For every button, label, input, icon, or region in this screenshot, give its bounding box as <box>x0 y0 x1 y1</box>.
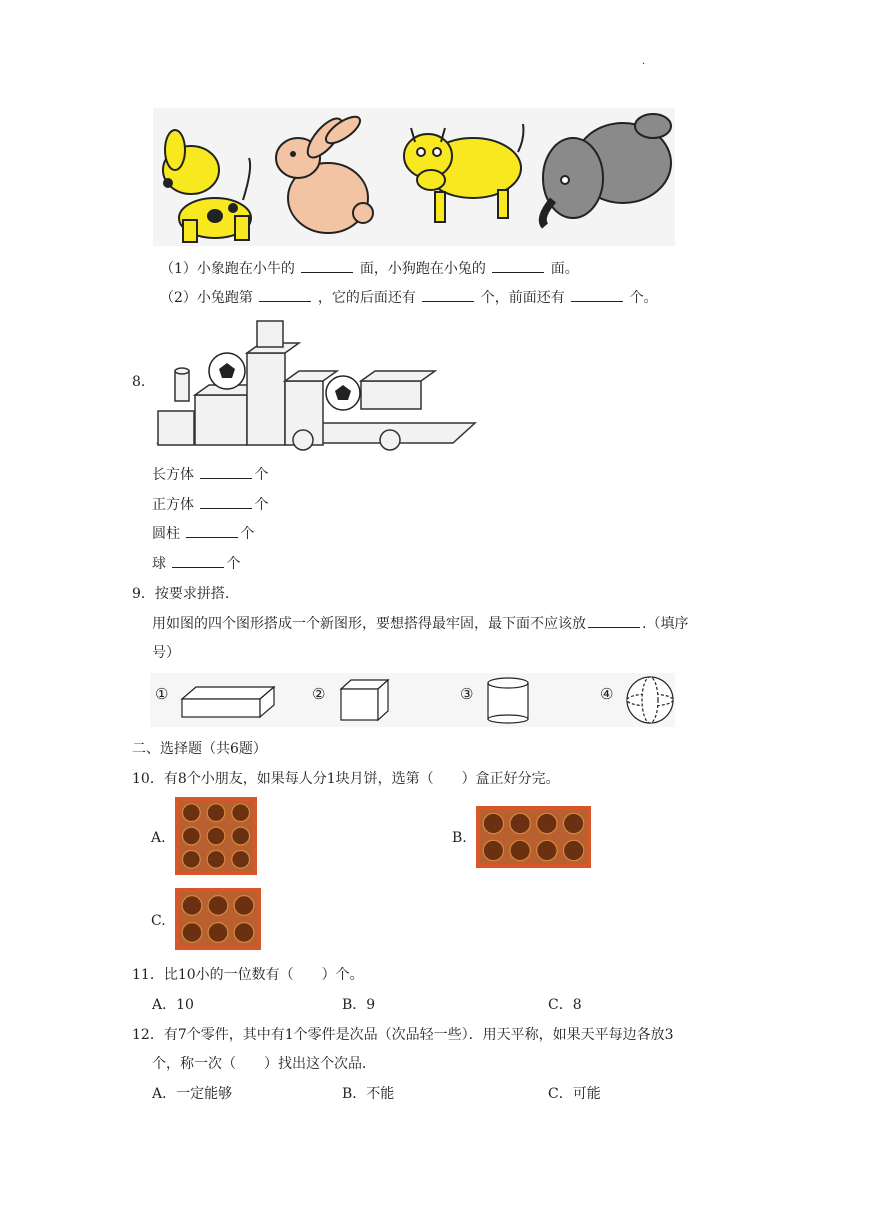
q7-line1-part-c: 面。 <box>550 261 579 277</box>
q8-row-cylinder <box>152 523 254 543</box>
q7-line2-part-b: ，它的后面还有 <box>317 290 416 306</box>
q7-blank-5[interactable] <box>571 287 623 302</box>
q12-text-line2: 个，称一次（ ）找出这个次品． <box>152 1056 376 1072</box>
q8-row-cuboid <box>152 464 268 484</box>
section-2-title: 二、选择题（共6题） <box>132 741 267 757</box>
mooncake-icon <box>182 827 200 845</box>
q7-blank-3[interactable] <box>259 287 311 302</box>
q8-row-unit: 个 <box>254 497 269 513</box>
animals-illustration <box>153 108 675 246</box>
mooncake-icon <box>182 850 200 868</box>
q9-shapes-panel <box>150 673 675 727</box>
mooncake-icon <box>483 840 503 860</box>
q8-row-label: 长方体 <box>152 467 194 483</box>
q9-text: 用如图的四个图形搭成一个新图形，要想搭得最牢固，最下面不应该放 <box>152 616 586 632</box>
mooncake-icon <box>234 923 254 943</box>
q7-line1 <box>160 258 579 278</box>
mooncake-icon <box>182 923 202 943</box>
mooncake-icon <box>537 840 557 860</box>
q9-blank[interactable] <box>588 613 640 628</box>
q8-row-unit: 个 <box>226 556 241 572</box>
q12-option-c[interactable]: C．可能 <box>548 1086 601 1102</box>
mooncake-icon <box>207 850 225 868</box>
mooncake-icon <box>182 804 200 822</box>
q11-text: 11．比10小的一位数有（ ）个。 <box>132 967 364 983</box>
cylinder-shape-icon <box>485 675 531 725</box>
q8-row-label: 圆柱 <box>152 526 180 542</box>
mooncake-icon <box>208 896 228 916</box>
q12-option-a[interactable]: A．一定能够 <box>152 1086 233 1102</box>
mooncake-icon <box>182 896 202 916</box>
q7-blank-4[interactable] <box>422 287 474 302</box>
q9-text-tail: .（填序 <box>642 616 689 632</box>
mooncake-box-c[interactable] <box>174 887 262 951</box>
q7-line2-part-a: （2）小兔跑第 <box>160 290 253 306</box>
q8-blank-sphere[interactable] <box>172 553 224 568</box>
mooncake-icon <box>537 813 557 833</box>
mooncake-icon <box>510 813 530 833</box>
q7-line1-part-b: 面，小狗跑在小兔的 <box>359 261 486 277</box>
mooncake-icon <box>234 896 254 916</box>
shape-label: ④ <box>600 685 614 703</box>
mooncake-icon <box>510 840 530 860</box>
q12-option-b[interactable]: B．不能 <box>342 1086 395 1102</box>
q8-row-sphere <box>152 553 240 573</box>
q10-option-b-label: B. <box>452 830 467 846</box>
q8-blank-cylinder[interactable] <box>186 523 238 538</box>
mooncake-icon <box>232 804 250 822</box>
q9-text-line2: 号） <box>152 645 180 661</box>
mooncake-box-b[interactable] <box>475 805 592 869</box>
mooncake-icon <box>208 923 228 943</box>
sphere-shape-icon <box>624 675 676 725</box>
q8-number: 8. <box>132 374 146 390</box>
shape-label: ② <box>312 685 326 703</box>
q10-option-a-label: A. <box>151 830 166 846</box>
mooncake-icon <box>563 813 583 833</box>
q7-blank-2[interactable] <box>492 258 544 273</box>
q7-blank-1[interactable] <box>301 258 353 273</box>
q10-option-c-label: C. <box>151 913 166 929</box>
q8-row-label: 正方体 <box>152 497 194 513</box>
corner-dot: . <box>642 56 646 67</box>
q8-blank-cube[interactable] <box>200 494 252 509</box>
q8-blank-cuboid[interactable] <box>200 464 252 479</box>
mooncake-icon <box>232 850 250 868</box>
q12-text-line1: 12．有7个零件，其中有1个零件是次品（次品轻一些）．用天平称，如果天平每边各放3 <box>132 1027 674 1043</box>
q8-row-unit: 个 <box>240 526 255 542</box>
q8-row-unit: 个 <box>254 467 269 483</box>
mooncake-box-a[interactable] <box>174 796 258 876</box>
q9-title: 9．按要求拼搭. <box>132 586 230 602</box>
shape-label: ③ <box>460 685 474 703</box>
q10-text: 10．有8个小朋友，如果每人分1块月饼，选第（ ）盒正好分完。 <box>132 771 560 787</box>
q9-text-line1 <box>152 613 688 633</box>
cuboid-shape-icon <box>178 679 278 721</box>
q8-row-label: 球 <box>152 556 166 572</box>
q11-option-c[interactable]: C．8 <box>548 997 582 1013</box>
mooncake-icon <box>207 827 225 845</box>
q7-line2-part-d: 个。 <box>629 290 658 306</box>
mooncake-icon <box>483 813 503 833</box>
mooncake-icon <box>232 827 250 845</box>
q11-option-b[interactable]: B．9 <box>342 997 376 1013</box>
q7-line2-part-c: 个，前面还有 <box>480 290 565 306</box>
blocks-train-illustration <box>153 313 478 453</box>
soccer-ball-icon <box>326 376 360 410</box>
q7-line2 <box>160 287 658 307</box>
mooncake-icon <box>563 840 583 860</box>
soccer-ball-icon <box>209 353 245 389</box>
q7-line1-part-a: （1）小象跑在小牛的 <box>160 261 295 277</box>
mooncake-icon <box>207 804 225 822</box>
cube-shape-icon <box>338 677 392 723</box>
q11-option-a[interactable]: A．10 <box>152 997 194 1013</box>
q8-row-cube <box>152 494 268 514</box>
shape-label: ① <box>155 685 169 703</box>
